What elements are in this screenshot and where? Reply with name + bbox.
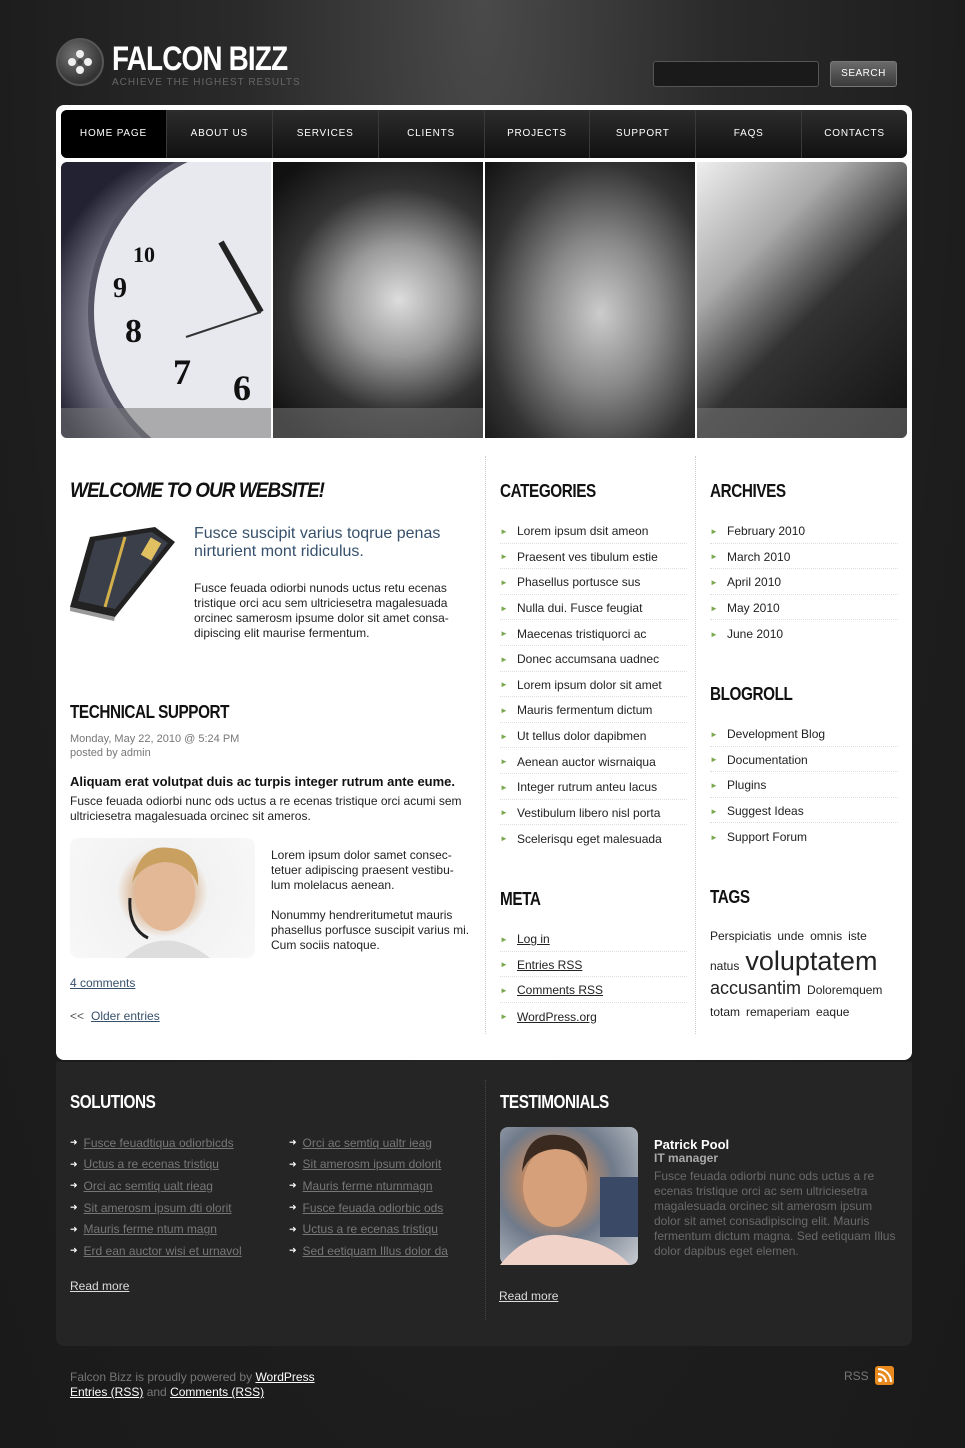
archive-link-label: May 2010 xyxy=(727,601,780,616)
solutions-read-more-link[interactable]: Read more xyxy=(70,1279,130,1293)
main-nav xyxy=(61,110,907,158)
bullet-arrow-icon: ► xyxy=(500,603,508,613)
tag-link[interactable]: totam xyxy=(710,1005,741,1019)
category-link-label: Phasellus portusce sus xyxy=(517,575,641,590)
categories-heading: CATEGORIES xyxy=(500,481,596,501)
svg-text:10: 10 xyxy=(133,242,155,267)
banner-face-image xyxy=(485,162,695,438)
archive-link[interactable] xyxy=(710,620,898,646)
category-link[interactable] xyxy=(500,748,687,774)
solutions-link[interactable] xyxy=(289,1132,448,1154)
blogroll-heading: BLOGROLL xyxy=(710,684,793,704)
blogroll-link-label: Suggest Ideas xyxy=(727,804,804,819)
footer-divider xyxy=(485,1080,486,1320)
category-link[interactable] xyxy=(500,825,687,851)
solutions-link[interactable] xyxy=(289,1197,448,1219)
category-link-label: Aenean auctor wisrnaiqua xyxy=(517,754,656,769)
column-divider xyxy=(695,456,696,1034)
blogroll-link[interactable] xyxy=(710,798,898,824)
solutions-link-label: Sed eetiquam Illus dolor da xyxy=(302,1243,448,1258)
category-link[interactable] xyxy=(500,672,687,698)
bullet-arrow-icon: ► xyxy=(500,757,508,767)
category-link-label: Maecenas tristiquorci ac xyxy=(517,626,647,641)
support-woman-photo xyxy=(70,838,255,958)
nav-faqs[interactable]: FAQS xyxy=(696,110,802,158)
nav-projects[interactable]: PROJECTS xyxy=(485,110,591,158)
solutions-link-label: Orci ac semtiq ualt rieag xyxy=(83,1178,213,1193)
testimonial-text: Fusce feuada odiorbi nunc ods uctus a re ecenas tristique orci ac sem ultriciesetra magalesuada orcinec sit amerosm ipsum dolor sit amet consadipiscing elit. Mauris fermentum dictum magna. Sed eetiquam Illus dolor dapibus eget elemen. xyxy=(654,1169,896,1258)
solutions-link[interactable] xyxy=(70,1197,242,1219)
rss-icon[interactable] xyxy=(875,1366,894,1385)
welcome-lead: Fusce suscipit varius toqrue penas nirturient mont ridiculus. xyxy=(194,525,441,560)
archive-link[interactable] xyxy=(710,595,898,621)
rss-link[interactable] xyxy=(844,1366,894,1385)
nav-services[interactable]: SERVICES xyxy=(273,110,379,158)
wordpress-link[interactable]: WordPress xyxy=(255,1370,315,1384)
blogroll-link-label: Plugins xyxy=(727,778,767,793)
archive-link[interactable] xyxy=(710,518,898,544)
bullet-arrow-icon: ► xyxy=(710,755,718,765)
bullet-arrow-icon: ► xyxy=(710,780,718,790)
category-link[interactable] xyxy=(500,774,687,800)
nav-contacts[interactable]: CONTACTS xyxy=(824,128,885,139)
book-icon xyxy=(70,527,180,627)
category-link-label: Mauris fermentum dictum xyxy=(517,703,653,718)
solutions-link[interactable] xyxy=(70,1240,242,1262)
blogroll-link[interactable] xyxy=(710,823,898,849)
arrow-icon: ➜ xyxy=(70,1158,78,1169)
category-link-label: Ut tellus dolor dapibmen xyxy=(517,729,647,744)
tag-link[interactable]: remaperiam xyxy=(746,1005,811,1019)
feeds-line xyxy=(70,1385,264,1399)
archives-heading: ARCHIVES xyxy=(710,481,786,501)
welcome-text: Fusce feuada odiorbi nunods uctus retu ecenas tristique orci acu sem ultriciesetra magalesuada orcinec samerosm ipsume dolor sit amet consa-dipiscing elit maurise fermentum. xyxy=(194,581,449,640)
blogroll-list xyxy=(710,721,898,849)
archive-link-label: April 2010 xyxy=(727,575,782,590)
tag-link[interactable]: eaque xyxy=(816,1005,850,1019)
svg-text:6: 6 xyxy=(233,368,251,408)
bullet-arrow-icon: ► xyxy=(500,834,508,844)
meta-link-label: WordPress.org xyxy=(517,1009,597,1024)
bullet-arrow-icon: ► xyxy=(710,629,718,639)
tag-link[interactable]: accusantim xyxy=(710,978,802,998)
nav-clients[interactable]: CLIENTS xyxy=(379,110,485,158)
blogroll-link[interactable] xyxy=(710,721,898,747)
post-heading[interactable]: TECHNICAL SUPPORT xyxy=(70,702,230,722)
banner-hands-image xyxy=(273,162,483,438)
bullet-arrow-icon: ► xyxy=(500,934,508,944)
bullet-arrow-icon: ► xyxy=(710,603,718,613)
bullet-arrow-icon: ► xyxy=(500,985,508,995)
arrow-icon: ➜ xyxy=(289,1137,297,1148)
entries-rss-link[interactable]: Entries (RSS) xyxy=(70,1385,144,1399)
post-date: Monday, May 22, 2010 @ 5:24 PM xyxy=(70,733,240,745)
category-link-label: Praesent ves tibulum estie xyxy=(517,549,658,564)
arrow-icon: ➜ xyxy=(70,1180,78,1191)
bullet-arrow-icon: ► xyxy=(500,629,508,639)
archive-link-label: February 2010 xyxy=(727,524,806,539)
archives-list xyxy=(710,518,898,646)
testimonial-role: IT manager xyxy=(654,1151,719,1165)
tag-cloud xyxy=(710,925,898,1023)
logo-icon[interactable] xyxy=(56,38,104,86)
svg-text:8: 8 xyxy=(125,313,142,350)
post-author: posted by admin xyxy=(70,747,151,759)
nav-home-page[interactable]: HOME PAGE xyxy=(61,110,167,158)
blogroll-link-label: Documentation xyxy=(727,752,808,767)
comments-link[interactable]: 4 comments xyxy=(70,976,136,990)
search-input[interactable] xyxy=(653,61,819,87)
category-link[interactable] xyxy=(500,723,687,749)
site-tagline: ACHIEVE THE HIGHEST RESULTS xyxy=(112,77,301,88)
bullet-arrow-icon: ► xyxy=(500,680,508,690)
category-link[interactable] xyxy=(500,518,687,544)
bullet-arrow-icon: ► xyxy=(500,654,508,664)
older-entries-link[interactable]: Older entries xyxy=(91,1009,160,1023)
powered-by-line xyxy=(70,1370,315,1384)
and-text: and xyxy=(146,1385,167,1399)
bullet-arrow-icon: ► xyxy=(710,729,718,739)
category-link[interactable] xyxy=(500,646,687,672)
solutions-list xyxy=(70,1132,242,1262)
solutions-link[interactable] xyxy=(70,1218,242,1240)
category-link[interactable] xyxy=(500,620,687,646)
meta-link-label: Entries RSS xyxy=(517,957,583,972)
testimonial-photo xyxy=(500,1127,638,1265)
archive-link[interactable] xyxy=(710,544,898,570)
category-link-label: Donec accumsana uadnec xyxy=(517,652,660,667)
arrow-icon: ➜ xyxy=(70,1223,78,1234)
arrow-icon: ➜ xyxy=(289,1223,297,1234)
bullet-arrow-icon: ► xyxy=(500,782,508,792)
testimonials-read-more-link[interactable]: Read more xyxy=(499,1289,559,1303)
solutions-link-label: Uctus a re ecenas tristiqu xyxy=(302,1222,438,1237)
category-link[interactable] xyxy=(500,569,687,595)
solutions-heading: SOLUTIONS xyxy=(70,1092,156,1112)
meta-link[interactable] xyxy=(500,926,687,952)
comments-rss-link[interactable]: Comments (RSS) xyxy=(170,1385,265,1399)
nav-about-us[interactable]: ABOUT US xyxy=(167,110,273,158)
bullet-arrow-icon: ► xyxy=(710,526,718,536)
bullet-arrow-icon: ► xyxy=(500,808,508,818)
arrow-icon: ➜ xyxy=(289,1245,297,1256)
arrow-icon: ➜ xyxy=(289,1202,297,1213)
category-link-label: Integer rutrum anteu lacus xyxy=(517,780,658,795)
solutions-link[interactable] xyxy=(289,1240,448,1262)
archive-link[interactable] xyxy=(710,569,898,595)
meta-list xyxy=(500,926,687,1028)
category-link-label: Vestibulum libero nisl porta xyxy=(517,805,661,820)
tags-heading: TAGS xyxy=(710,887,750,907)
bullet-arrow-icon: ► xyxy=(710,577,718,587)
testimonial-name: Patrick Pool xyxy=(654,1137,730,1152)
category-link[interactable] xyxy=(500,544,687,570)
meta-link[interactable] xyxy=(500,952,687,978)
search-button[interactable]: SEARCH xyxy=(830,61,897,87)
powered-by-text: Falcon Bizz is proudly powered by xyxy=(70,1370,253,1384)
meta-link[interactable] xyxy=(500,977,687,1003)
bullet-arrow-icon: ► xyxy=(710,806,718,816)
tag-link[interactable]: unde xyxy=(777,929,805,943)
meta-heading: META xyxy=(500,889,541,909)
solutions-link[interactable] xyxy=(289,1154,448,1176)
rss-label: RSS xyxy=(844,1368,869,1383)
post-side-paragraph: Lorem ipsum dolor samet consec-tetuer adipiscing praesent vestibu-lum molelacus aenean. xyxy=(271,848,454,892)
bullet-arrow-icon: ► xyxy=(500,577,508,587)
nav-support[interactable]: SUPPORT xyxy=(590,110,696,158)
tag-link[interactable]: Perspiciatis xyxy=(710,929,772,943)
post-meta xyxy=(70,732,239,760)
meta-link-label: Log in xyxy=(517,932,550,947)
welcome-heading: WELCOME TO OUR WEBSITE! xyxy=(70,479,325,502)
bullet-arrow-icon: ► xyxy=(710,552,718,562)
archive-link-label: June 2010 xyxy=(727,627,784,642)
solutions-link-label: Sit amerosm ipsum dti olorit xyxy=(83,1200,232,1215)
archive-link-label: March 2010 xyxy=(727,549,791,564)
blogroll-link-label: Development Blog xyxy=(727,727,826,742)
tag-link[interactable]: iste xyxy=(848,929,867,943)
banner xyxy=(61,162,907,438)
svg-text:9: 9 xyxy=(113,273,127,304)
svg-text:7: 7 xyxy=(173,352,191,392)
bullet-arrow-icon: ► xyxy=(500,731,508,741)
categories-list xyxy=(500,518,687,851)
blogroll-link[interactable] xyxy=(710,747,898,773)
bullet-arrow-icon: ► xyxy=(710,832,718,842)
category-link-label: Scelerisqu eget malesuada xyxy=(517,831,662,846)
category-link[interactable] xyxy=(500,800,687,826)
solutions-link[interactable] xyxy=(289,1218,448,1240)
solutions-link[interactable] xyxy=(289,1175,448,1197)
category-link-label: Lorem ipsum dsit ameon xyxy=(517,524,649,539)
solutions-link-label: Uctus a re ecenas tristiqu xyxy=(83,1157,219,1172)
solutions-link-label: Orci ac semtiq ualtr ieag xyxy=(302,1135,432,1150)
post-side-text xyxy=(271,848,471,953)
category-link-label: Lorem ipsum dolor sit amet xyxy=(517,677,662,692)
post-subtitle: Aliquam erat volutpat duis ac turpis integer rutrum ante eume. xyxy=(70,774,456,789)
bullet-arrow-icon: ► xyxy=(500,552,508,562)
category-link-label: Nulla dui. Fusce feugiat xyxy=(517,601,643,616)
arrow-icon: ➜ xyxy=(70,1137,78,1148)
category-link[interactable] xyxy=(500,595,687,621)
older-arrow: << xyxy=(70,1009,85,1023)
bullet-arrow-icon: ► xyxy=(500,705,508,715)
banner-clock-image xyxy=(61,162,271,438)
post-side-paragraph: Nonummy hendreritumetut mauris phasellus porfusce suscipit varius mi. Cum sociis natoque. xyxy=(271,908,470,952)
solutions-link-label: Fusce feuadtiqua odiorbicds xyxy=(83,1135,234,1150)
testimonials-heading: TESTIMONIALS xyxy=(500,1092,609,1112)
meta-link[interactable] xyxy=(500,1003,687,1029)
tag-link[interactable]: Doloremquem xyxy=(807,983,883,997)
bullet-arrow-icon: ► xyxy=(500,960,508,970)
category-link[interactable] xyxy=(500,697,687,723)
solutions-link-label: Fusce feuada odiorbic ods xyxy=(302,1200,444,1215)
arrow-icon: ➜ xyxy=(289,1180,297,1191)
solutions-link-label: Sit amerosm ipsum dolorit xyxy=(302,1157,442,1172)
solutions-link-label: Mauris ferme ntum magn xyxy=(83,1222,217,1237)
tag-link[interactable]: omnis xyxy=(810,929,843,943)
tag-link[interactable]: natus xyxy=(710,959,740,973)
solutions-link-label: Mauris ferme ntummagn xyxy=(302,1178,433,1193)
site-title[interactable]: FALCON BIZZ xyxy=(112,40,288,78)
arrow-icon: ➜ xyxy=(289,1158,297,1169)
tag-link[interactable]: voluptatem xyxy=(745,946,878,976)
meta-link-label: Comments RSS xyxy=(517,983,604,998)
blogroll-link[interactable] xyxy=(710,772,898,798)
post-text: Fusce feuada odiorbi nunc ods uctus a re ecenas tristique orci acumi sem ultriciesetra magalesuada orcinec sit ameros. xyxy=(70,794,462,823)
solutions-link[interactable] xyxy=(70,1132,242,1154)
blogroll-link-label: Support Forum xyxy=(727,830,808,845)
banner-watch-image xyxy=(697,162,907,438)
arrow-icon: ➜ xyxy=(70,1245,78,1256)
solutions-link-label: Erd ean auctor wisi et urnavol xyxy=(83,1243,242,1258)
bullet-arrow-icon: ► xyxy=(500,526,508,536)
arrow-icon: ➜ xyxy=(70,1202,78,1213)
solutions-list xyxy=(289,1132,448,1262)
solutions-link[interactable] xyxy=(70,1154,242,1176)
solutions-link[interactable] xyxy=(70,1175,242,1197)
bullet-arrow-icon: ► xyxy=(500,1012,508,1022)
column-divider xyxy=(485,456,486,1034)
